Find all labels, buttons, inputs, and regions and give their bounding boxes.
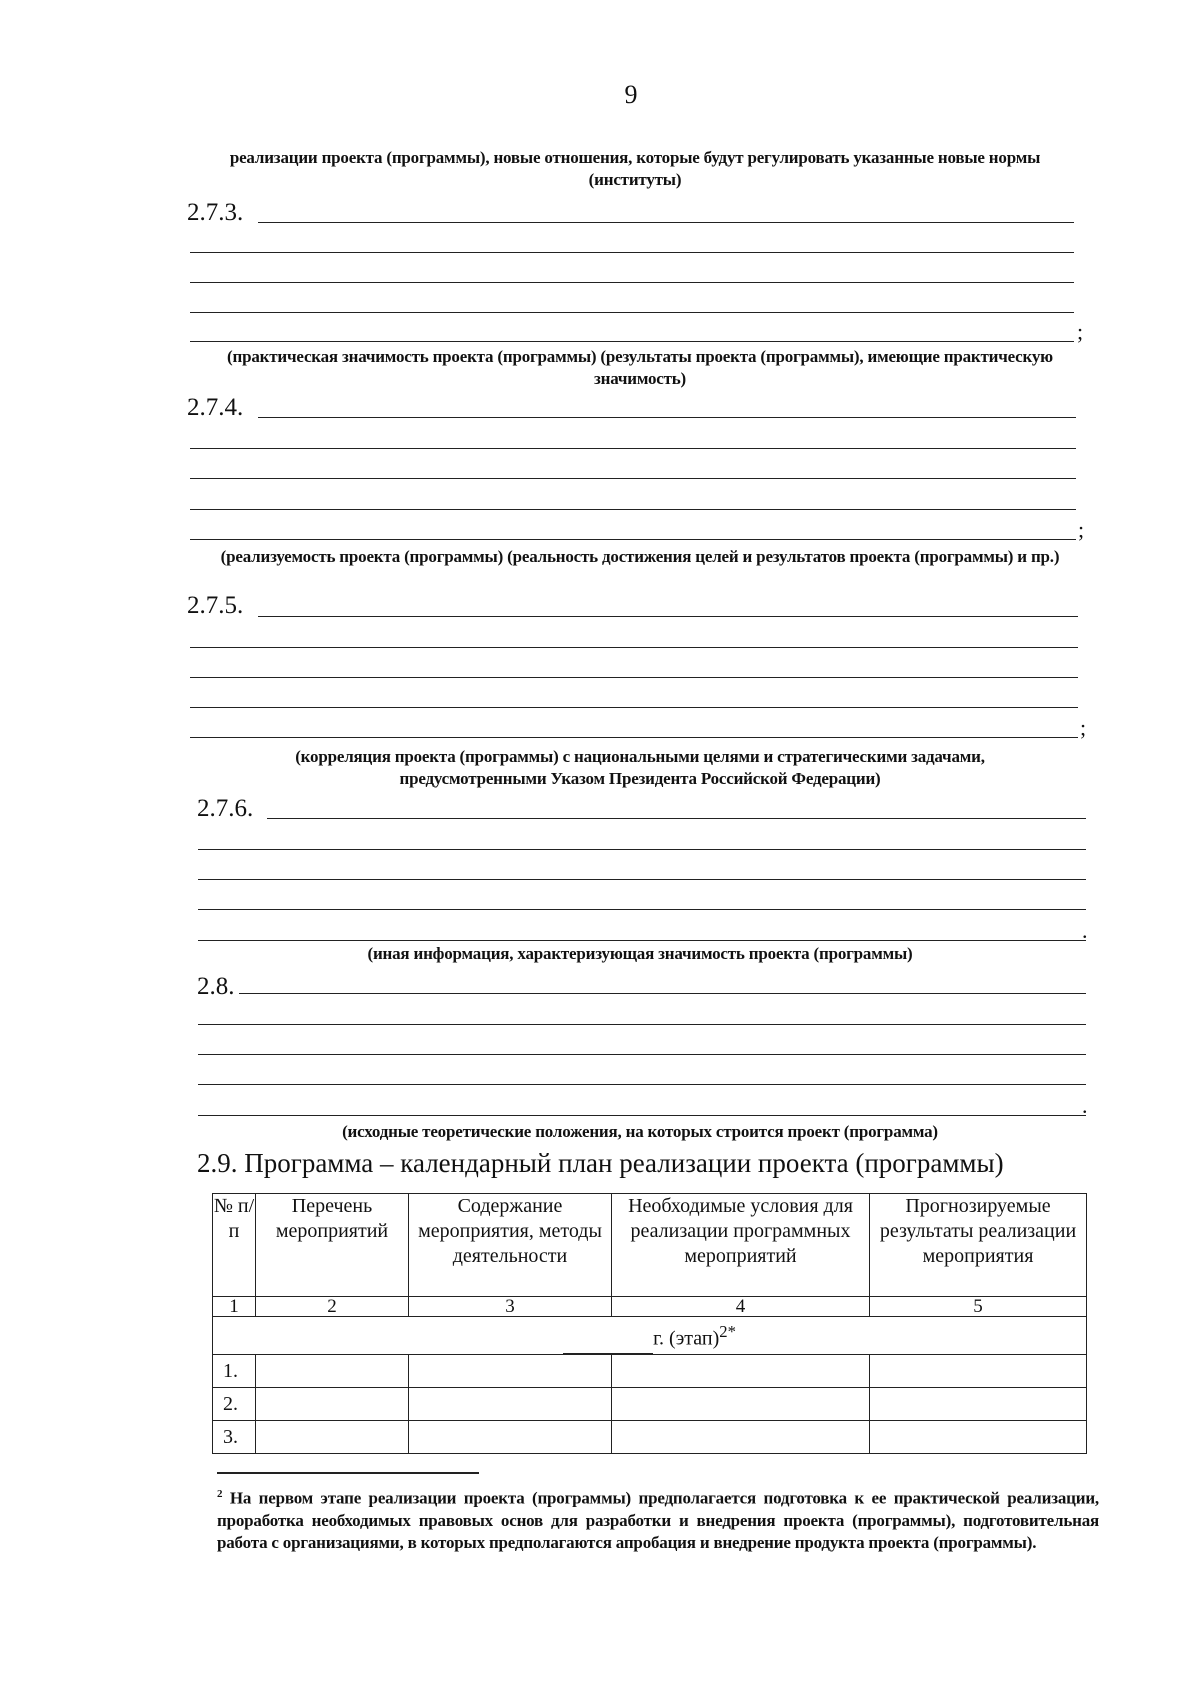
- stage-cell[interactable]: [213, 1317, 1087, 1355]
- table-row: [213, 1354, 1087, 1387]
- caption-2-8: (исходные теоретические положения, на которых строится проект (программа): [342, 1122, 938, 1141]
- semicolon-2-7-3: ;: [1077, 319, 1084, 344]
- column-number: 2: [256, 1297, 409, 1317]
- answer-line-2-7-6-2[interactable]: [198, 849, 1086, 850]
- content-cell[interactable]: [409, 1420, 612, 1453]
- column-header-conditions: Необходимые условия для реализации программных мероприятий: [612, 1194, 870, 1297]
- section-number-2-7-3: 2.7.3.: [187, 199, 244, 226]
- results-cell[interactable]: [870, 1387, 1087, 1420]
- row-number: 3.: [213, 1420, 256, 1453]
- footnote: [217, 1483, 1099, 1554]
- answer-line-2-7-5-3[interactable]: [190, 677, 1078, 678]
- answer-line-2-7-5-1[interactable]: [258, 616, 1078, 617]
- table-row: [213, 1420, 1087, 1453]
- answer-line-2-7-5-5[interactable]: [190, 737, 1078, 738]
- column-header-activities: Перечень мероприятий: [256, 1194, 409, 1297]
- answer-line-2-7-5-2[interactable]: [190, 647, 1078, 648]
- results-cell[interactable]: [870, 1354, 1087, 1387]
- footnote-mark: 2: [217, 1488, 223, 1500]
- stage-footnote-mark: 2*: [719, 1322, 736, 1341]
- answer-line-2-7-4-5[interactable]: [190, 539, 1076, 540]
- activity-cell[interactable]: [256, 1420, 409, 1453]
- answer-line-2-7-3-4[interactable]: [190, 312, 1074, 313]
- conditions-cell[interactable]: [612, 1387, 870, 1420]
- caption-2-7-5: (корреляция проекта (программы) с национальными целями и стратегическими задачами, предусмотренными Указом Президента Российской Федерации): [295, 747, 985, 788]
- footnote-divider: [217, 1472, 479, 1474]
- answer-line-2-8-3[interactable]: [198, 1054, 1086, 1055]
- answer-line-2-7-4-1[interactable]: [258, 417, 1076, 418]
- answer-line-2-7-4-3[interactable]: [190, 478, 1076, 479]
- answer-line-2-8-2[interactable]: [198, 1024, 1086, 1025]
- answer-line-2-7-4-2[interactable]: [190, 448, 1076, 449]
- answer-line-2-7-6-5[interactable]: [198, 940, 1086, 941]
- column-number: 4: [612, 1297, 870, 1317]
- answer-line-2-8-4[interactable]: [198, 1084, 1086, 1085]
- section-number-2-7-5: 2.7.5.: [187, 592, 244, 619]
- answer-line-2-7-3-1[interactable]: [258, 222, 1074, 223]
- answer-line-2-7-5-4[interactable]: [190, 707, 1078, 708]
- activity-cell[interactable]: [256, 1387, 409, 1420]
- table-header-row: [213, 1194, 1087, 1297]
- row-number: 1.: [213, 1354, 256, 1387]
- semicolon-2-7-4: ;: [1078, 517, 1085, 542]
- answer-line-2-7-6-3[interactable]: [198, 879, 1086, 880]
- answer-line-2-7-6-1[interactable]: [267, 818, 1086, 819]
- period-2-7-6: .: [1082, 918, 1088, 943]
- semicolon-2-7-5: ;: [1080, 715, 1087, 740]
- conditions-cell[interactable]: [612, 1354, 870, 1387]
- footnote-text: На первом этапе реализации проекта (программы) предполагается подготовка к ее практической реализации, проработка необходимых правовых основ для разработки и внедрения проекта (программы), подготовительная работа с организациями, в которых предполагаются апробация и внедрение продукта проекта (программы).: [217, 1488, 1099, 1552]
- results-cell[interactable]: [870, 1420, 1087, 1453]
- caption-2-7-4: (реализуемость проекта (программы) (реальность достижения целей и результатов проекта (программы) и пр.): [220, 547, 1060, 566]
- page-number: 9: [624, 80, 638, 109]
- column-numbers-row: [213, 1297, 1087, 1317]
- section-number-2-7-6: 2.7.6.: [197, 795, 254, 822]
- caption-2-7-3: (практическая значимость проекта (программы) (результаты проекта (программы), имеющие практическую значимость): [227, 347, 1053, 388]
- column-number: 3: [409, 1297, 612, 1317]
- content-cell[interactable]: [409, 1354, 612, 1387]
- period-2-8: .: [1082, 1093, 1088, 1118]
- column-number: 1: [213, 1297, 256, 1317]
- table-row: [213, 1387, 1087, 1420]
- answer-line-2-7-3-3[interactable]: [190, 282, 1074, 283]
- calendar-plan-table: [212, 1193, 1087, 1454]
- plan-heading: 2.9. Программа – календарный план реализации проекта (программы): [197, 1148, 1004, 1178]
- answer-line-2-8-1[interactable]: [239, 993, 1086, 994]
- section-number-2-7-4: 2.7.4.: [187, 394, 244, 421]
- year-blank[interactable]: [563, 1333, 653, 1354]
- answer-line-2-8-5[interactable]: [198, 1115, 1086, 1116]
- column-header-content: Содержание мероприятия, методы деятельности: [409, 1194, 612, 1297]
- answer-line-2-7-4-4[interactable]: [190, 509, 1076, 510]
- stage-label: г. (этап): [653, 1327, 720, 1350]
- caption-2-7-6: (иная информация, характеризующая значимость проекта (программы): [367, 944, 913, 963]
- column-header-results: Прогнозируемые результаты реализации мероприятия: [870, 1194, 1087, 1297]
- row-number: 2.: [213, 1387, 256, 1420]
- stage-row: [213, 1317, 1087, 1355]
- conditions-cell[interactable]: [612, 1420, 870, 1453]
- answer-line-2-7-6-4[interactable]: [198, 909, 1086, 910]
- caption-2-7-2: реализации проекта (программы), новые отношения, которые будут регулировать указанные новые нормы (институты): [229, 148, 1041, 189]
- column-header-number: № п/п: [213, 1194, 256, 1297]
- content-cell[interactable]: [409, 1387, 612, 1420]
- answer-line-2-7-3-5[interactable]: [190, 341, 1074, 342]
- column-number: 5: [870, 1297, 1087, 1317]
- answer-line-2-7-3-2[interactable]: [190, 252, 1074, 253]
- section-number-2-8: 2.8.: [197, 973, 235, 1000]
- activity-cell[interactable]: [256, 1354, 409, 1387]
